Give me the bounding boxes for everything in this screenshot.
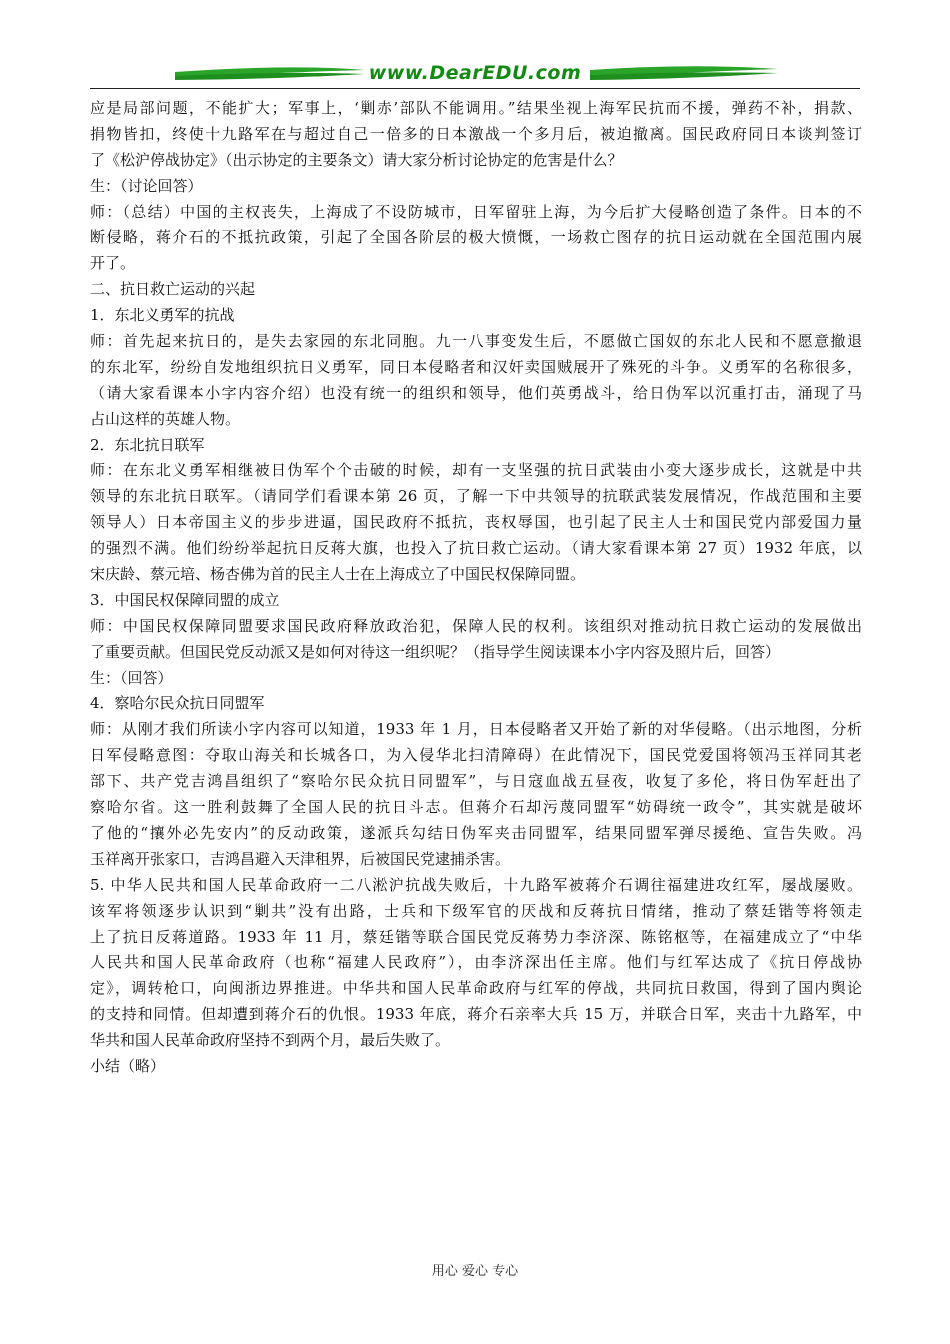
- paragraph: [90, 96, 862, 174]
- site-logo-text: www.DearEDU.com: [368, 62, 582, 84]
- paragraph: [90, 666, 862, 692]
- text-line: 该军将领逐步认识到“剿共”没有出路，士兵和下级军官的厌战和反蒋抗日情绪，推动了蔡廷锴等将领走: [90, 901, 862, 920]
- text-line: 4．察哈尔民众抗日同盟军: [90, 694, 265, 713]
- text-line: 了重要贡献。但国民党反动派又是如何对待这一组织呢？（指导学生阅读课本小字内容及照片后，回答）: [90, 642, 781, 661]
- paragraph: [90, 717, 862, 872]
- paragraph: [90, 277, 862, 303]
- text-line: 了他的“攘外必先安内”的反动政策，遂派兵勾结日伪军夹击同盟军，结果同盟军弹尽援绝、宣告失败。冯: [90, 823, 862, 842]
- header-divider: [90, 88, 860, 89]
- page-header: [90, 60, 860, 90]
- text-line: 师：从刚才我们所读小字内容可以知道，1933 年 1 月，日本侵略者又开始了新的对华侵略。（出示地图，分析: [90, 720, 862, 739]
- text-line: 人民共和国人民革命政府（也称“福建人民政府”），由李济深出任主席。他们与红军达成了《抗日停战协: [90, 953, 862, 972]
- text-line: 1．东北义勇军的抗战: [90, 306, 235, 325]
- paragraph: [90, 1054, 862, 1080]
- text-line: 上了抗日反蒋道路。1933 年 11 月，蔡廷锴等联合国民党反蒋势力李济深、陈铭枢等，在福建成立了“中华: [90, 927, 862, 946]
- text-line: 3．中国民权保障同盟的成立: [90, 590, 280, 609]
- text-line: 师：（总结）中国的主权丧失，上海成了不设防城市，日军留驻上海，为今后扩大侵略创造了条件。日本的不: [90, 202, 862, 221]
- text-line: 5. 中华人民共和国人民革命政府一二八淞沪抗战失败后，十九路军被蒋介石调往福建进攻红军，屡战屡败。: [90, 875, 862, 894]
- text-line: 应是局部问题，不能扩大；军事上，‘剿赤’部队不能调用。”结果坐视上海军民抗而不援，弹药不补，捐款、: [90, 99, 862, 117]
- paragraph: [90, 303, 862, 329]
- paragraph: [90, 458, 862, 587]
- text-line: 占山这样的英雄人物。: [90, 409, 241, 428]
- text-line: 开了。: [90, 254, 136, 273]
- text-line: 的支持和同情。但却遭到蒋介石的仇恨。1933 年底，蒋介石亲率大兵 15 万，并联合日军，夹击十九路军，中: [90, 1005, 862, 1024]
- paragraph: [90, 691, 862, 717]
- text-line: 捐物皆扣，终使十九路军在与超过自己一倍多的日本激战一个多月后，被迫撤离。国民政府同日本谈判签订: [90, 124, 862, 143]
- paragraph: [90, 588, 862, 614]
- text-line: 断侵略，蒋介石的不抵抗政策，引起了全国各阶层的极大愤慨，一场救亡图存的抗日运动就在全国范围内展: [90, 228, 862, 247]
- paragraph: [90, 200, 862, 278]
- text-line: 华共和国人民革命政府坚持不到两个月，最后失败了。: [90, 1031, 451, 1050]
- text-line: 宋庆龄、蔡元培、杨杏佛为首的民主人士在上海成立了中国民权保障同盟。: [90, 565, 586, 584]
- paragraph: [90, 174, 862, 200]
- text-line: 察哈尔省。这一胜利鼓舞了全国人民的抗日斗志。但蒋介石却污蔑同盟军“妨碍统一政令”，其实就是破坏: [90, 798, 862, 817]
- paragraph: [90, 873, 862, 1054]
- text-line: 定》，调转枪口，向闽浙边界推进。中华共和国人民革命政府与红军的停战，共同抗日救国，得到了国内舆论: [90, 979, 862, 998]
- paragraph: [90, 614, 862, 666]
- text-line: 师：首先起来抗日的，是失去家园的东北同胞。九一八事变发生后，不愿做亡国奴的东北人民和不愿意撤退: [90, 332, 862, 351]
- text-line: 的东北军，纷纷自发地组织抗日义勇军，同日本侵略者和汉奸卖国贼展开了殊死的斗争。义勇军的名称很多，: [90, 357, 862, 376]
- text-line: 生：（讨论回答）: [90, 176, 203, 195]
- paragraph: [90, 329, 862, 433]
- text-line: 日军侵略意图：夺取山海关和长城各口，为入侵华北扫清障碍）在此情况下，国民党爱国将领冯玉祥同其老: [90, 746, 862, 765]
- text-line: 二、抗日救亡运动的兴起: [90, 280, 256, 299]
- text-line: 了《松沪停战协定》（出示协定的主要条文）请大家分析讨论协定的危害是什么？: [90, 150, 623, 169]
- text-line: 生：（回答）: [90, 668, 173, 687]
- text-line: 领导人）日本帝国主义的步步进逼，国民政府不抵抗，丧权辱国，也引起了民主人士和国民党内部爱国力量: [90, 513, 862, 532]
- text-line: 领导的东北抗日联军。（请同学们看课本第 26 页，了解一下中共领导的抗联武装发展情况，作战范围和主要: [90, 487, 862, 506]
- document-body: [90, 96, 862, 1080]
- text-line: （请大家看课本小字内容介绍）也没有统一的组织和领导，他们英勇战斗，给日伪军以沉重打击，涌现了马: [90, 383, 862, 402]
- text-line: 玉祥离开张家口，吉鸿昌避入天津租界，后被国民党逮捕杀害。: [90, 849, 511, 868]
- text-line: 2．东北抗日联军: [90, 435, 205, 454]
- text-line: 的强烈不满。他们纷纷举起抗日反蒋大旗，也投入了抗日救亡运动。（请大家看课本第 27 页）1932 年底，以: [90, 539, 862, 558]
- text-line: 师：在东北义勇军相继被日伪军个个击破的时候，却有一支坚强的抗日武装由小变大逐步成长，这就是中共: [90, 461, 862, 480]
- paragraph: [90, 433, 862, 459]
- page-footer: 用心 爱心 专心: [431, 1264, 519, 1279]
- text-line: 部下、共产党吉鸿昌组织了“察哈尔民众抗日同盟军”，与日寇血战五昼夜，收复了多伦，将日伪军赶出了: [90, 772, 862, 791]
- text-line: 师：中国民权保障同盟要求国民政府释放政治犯，保障人民的权利。该组织对推动抗日救亡运动的发展做出: [90, 616, 862, 635]
- text-line: 小结（略）: [90, 1056, 166, 1075]
